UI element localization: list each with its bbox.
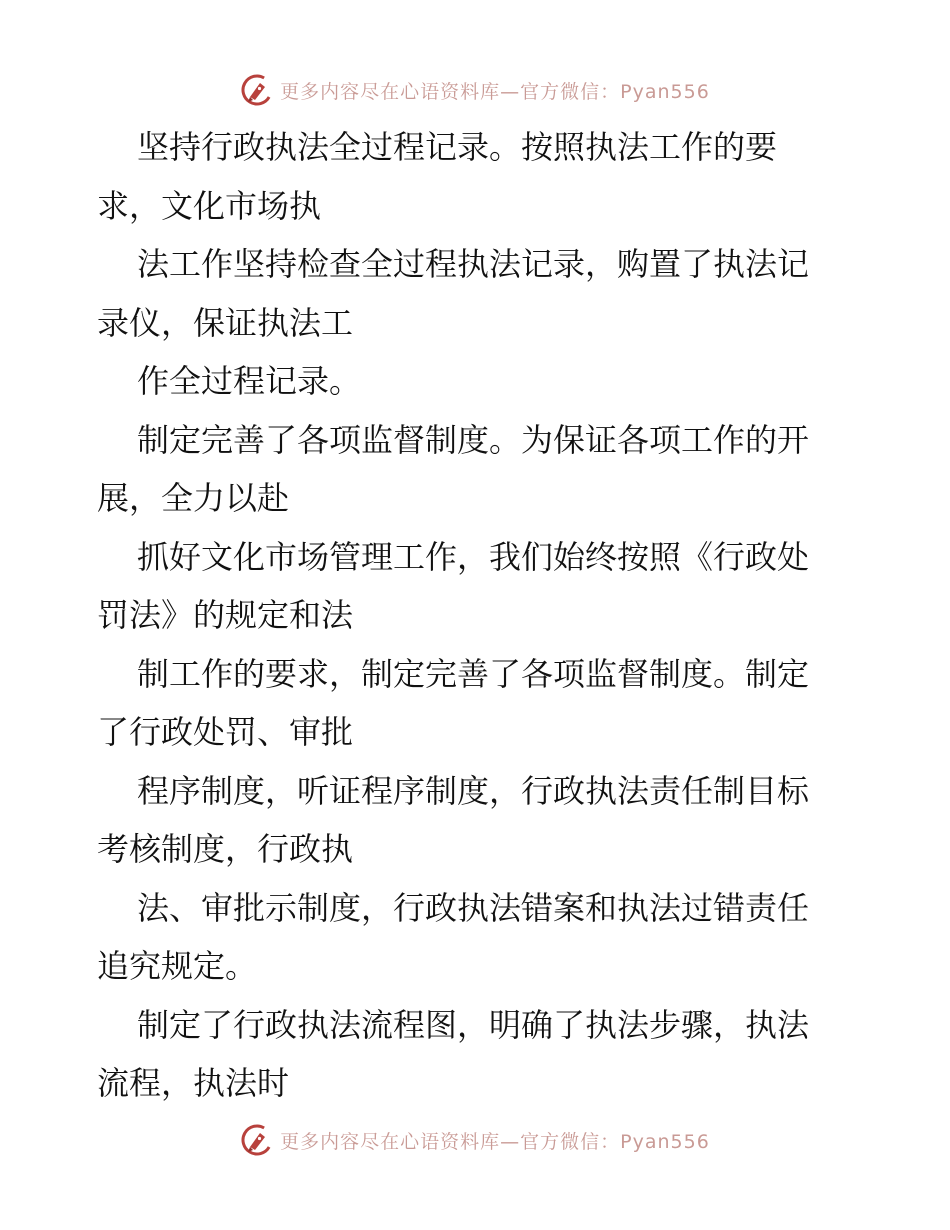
pen-nib-logo-icon [240, 73, 274, 107]
body-line: 展，全力以赴 [97, 479, 290, 517]
body-line: 录仪，保证执法工 [97, 303, 354, 342]
body-line: 坚持行政执法全过程记录。按照执法工作的要 [137, 128, 778, 166]
body-line: 作全过程记录。 [137, 362, 362, 400]
body-line: 制定完善了各项监督制度。为保证各项工作的开 [137, 420, 810, 459]
footer-banner-text: 更多内容尽在心语资料库—官方微信：Pyan556 [280, 1130, 710, 1153]
header-banner-text: 更多内容尽在心语资料库—官方微信：Pyan556 [280, 80, 710, 103]
pen-nib-logo-icon [240, 1123, 274, 1157]
body-line: 抓好文化市场管理工作，我们始终按照《行政处 [137, 537, 810, 576]
body-line: 制工作的要求，制定完善了各项监督制度。制定 [137, 654, 810, 693]
footer-watermark-banner [0, 1120, 950, 1160]
body-line: 法工作坚持检查全过程执法记录，购置了执法记 [137, 245, 810, 283]
body-line: 法、审批示制度，行政执法错案和执法过错责任 [137, 888, 810, 927]
body-line: 程序制度，听证程序制度，行政执法责任制目标 [137, 771, 810, 810]
body-line: 求，文化市场执 [97, 186, 322, 225]
document-body [97, 118, 857, 1113]
header-watermark-banner [0, 70, 950, 110]
body-line: 罚法》的规定和法 [97, 596, 354, 634]
body-line: 制定了行政执法流程图，明确了执法步骤，执法 [137, 1005, 810, 1044]
body-line: 了行政处罚、审批 [97, 713, 354, 751]
body-line: 流程，执法时 [97, 1064, 290, 1102]
body-line: 追究规定。 [97, 947, 258, 985]
body-line: 考核制度，行政执 [97, 830, 354, 868]
